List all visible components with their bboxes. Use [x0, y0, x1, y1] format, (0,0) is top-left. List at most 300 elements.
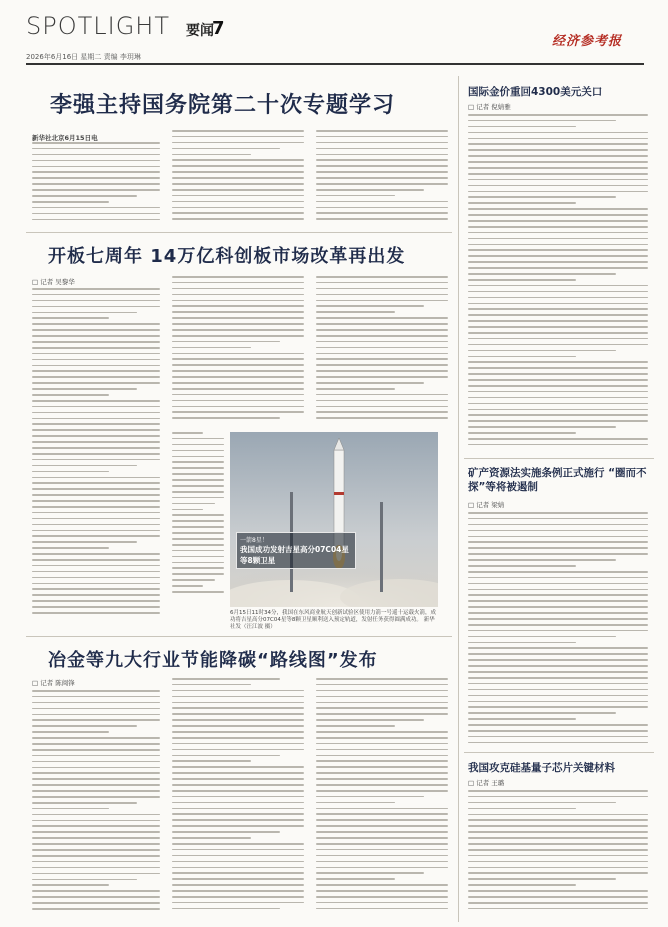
text-line	[172, 878, 304, 880]
text-line	[316, 872, 424, 874]
text-line	[316, 796, 424, 798]
sidebar-divider	[458, 76, 459, 922]
text-line	[316, 323, 448, 325]
main-headline: 李强主持国务院第二十次专题学习	[50, 93, 396, 118]
text-line	[32, 166, 160, 168]
text-line	[172, 417, 280, 419]
text-line	[172, 562, 224, 564]
text-line	[468, 149, 648, 151]
text-line	[32, 494, 160, 496]
text-line	[172, 329, 304, 331]
text-line	[32, 535, 160, 537]
text-line	[468, 701, 648, 703]
text-line	[468, 202, 576, 204]
text-line	[468, 867, 648, 869]
text-line	[316, 165, 448, 167]
text-line	[172, 335, 304, 337]
second-article-col-3	[316, 276, 448, 426]
text-line	[316, 159, 448, 161]
text-line	[32, 213, 160, 215]
text-line	[468, 185, 648, 187]
text-line	[32, 571, 160, 573]
text-line	[316, 831, 448, 833]
text-line	[468, 332, 648, 334]
text-line	[468, 671, 648, 673]
text-line	[316, 696, 448, 698]
text-line	[32, 524, 160, 526]
text-line	[172, 406, 304, 408]
text-line	[172, 388, 304, 390]
main-article-col-1	[32, 142, 160, 228]
third-article-col-1	[32, 690, 160, 918]
text-line	[172, 411, 304, 413]
text-line	[172, 461, 224, 463]
text-line	[172, 282, 304, 284]
text-line	[316, 890, 448, 892]
text-line	[316, 358, 448, 360]
text-line	[172, 394, 304, 396]
text-line	[468, 689, 648, 691]
text-line	[32, 902, 160, 904]
second-article-col-2b	[172, 432, 224, 602]
text-line	[172, 725, 304, 727]
text-line	[32, 814, 160, 816]
text-line	[468, 191, 648, 193]
text-line	[468, 114, 648, 116]
text-line	[172, 177, 304, 179]
text-line	[32, 606, 160, 608]
text-line	[316, 288, 448, 290]
text-line	[468, 426, 616, 428]
text-line	[468, 559, 616, 561]
text-line	[172, 696, 304, 698]
text-line	[32, 329, 160, 331]
text-line	[468, 541, 648, 543]
text-line	[316, 212, 448, 214]
text-line	[316, 394, 448, 396]
text-line	[468, 819, 648, 821]
text-line	[468, 683, 648, 685]
text-line	[316, 896, 448, 898]
text-line	[32, 873, 160, 875]
divider	[26, 636, 452, 637]
text-line	[468, 577, 648, 579]
text-line	[172, 766, 304, 768]
text-line	[468, 742, 648, 744]
photo-caption: 6月15日11时34分，我国在东风商业航天创新试验区使用力箭一号遥十运载火箭，成功将吉星高分07C04星等8颗卫星顺利送入预定轨道，发射任务获得圆满成功。 新华社发（汪江波 摄）	[230, 610, 436, 630]
text-line	[172, 148, 280, 150]
second-article-col-1	[32, 288, 160, 623]
text-line	[468, 261, 648, 263]
text-line	[468, 279, 576, 281]
text-line	[32, 341, 160, 343]
text-line	[468, 161, 648, 163]
text-line	[316, 388, 395, 390]
text-line	[468, 647, 648, 649]
text-line	[32, 820, 160, 822]
sidebar-article-3	[468, 790, 648, 918]
text-line	[316, 878, 395, 880]
text-line	[172, 347, 251, 349]
text-line	[172, 591, 224, 593]
text-line	[468, 624, 648, 626]
text-line	[172, 183, 304, 185]
text-line	[468, 173, 648, 175]
text-line	[172, 713, 304, 715]
text-line	[172, 294, 304, 296]
text-line	[468, 849, 648, 851]
text-line	[32, 743, 160, 745]
text-line	[316, 719, 424, 721]
text-line	[316, 855, 448, 857]
text-line	[316, 813, 448, 815]
text-line	[172, 479, 224, 481]
text-line	[172, 358, 304, 360]
text-line	[468, 636, 616, 638]
text-line	[32, 725, 137, 727]
text-line	[32, 731, 109, 733]
text-line	[468, 583, 648, 585]
text-line	[32, 565, 160, 567]
second-article-col-2	[172, 276, 304, 426]
text-line	[468, 565, 576, 567]
text-line	[32, 400, 160, 402]
brand-title: SPOTLIGHT	[26, 12, 171, 40]
text-line	[468, 308, 648, 310]
text-line	[468, 244, 648, 246]
text-line	[32, 323, 160, 325]
text-line	[468, 553, 648, 555]
text-line	[32, 843, 160, 845]
text-line	[32, 288, 160, 290]
text-line	[468, 902, 648, 904]
text-line	[32, 737, 160, 739]
text-line	[316, 329, 448, 331]
text-line	[316, 189, 424, 191]
text-line	[32, 837, 160, 839]
text-line	[468, 356, 576, 358]
text-line	[172, 189, 304, 191]
text-line	[316, 819, 448, 821]
section-label: 要闻	[186, 23, 214, 39]
text-line	[32, 406, 160, 408]
text-line	[316, 778, 448, 780]
text-line	[468, 291, 648, 293]
text-line	[172, 556, 224, 558]
text-line	[468, 896, 648, 898]
main-byline: 新华社北京6月15日电	[32, 134, 98, 142]
text-line	[468, 589, 648, 591]
text-line	[316, 183, 448, 185]
text-line	[172, 902, 304, 904]
text-line	[32, 148, 160, 150]
text-line	[468, 373, 648, 375]
sidebar-byline-3: □ 记者 王璐	[468, 779, 505, 787]
text-line	[172, 526, 224, 528]
text-line	[32, 547, 109, 549]
text-line	[32, 825, 160, 827]
text-line	[468, 831, 648, 833]
text-line	[316, 411, 448, 413]
text-line	[468, 814, 648, 816]
text-line	[32, 849, 160, 851]
text-line	[172, 825, 304, 827]
text-line	[468, 837, 648, 839]
text-line	[172, 467, 224, 469]
text-line	[172, 861, 304, 863]
text-line	[172, 737, 304, 739]
text-line	[32, 335, 160, 337]
rocket-launch-photo	[230, 432, 438, 607]
text-line	[468, 267, 648, 269]
text-line	[316, 702, 448, 704]
text-line	[316, 364, 448, 366]
text-line	[172, 707, 304, 709]
text-line	[468, 600, 648, 602]
text-line	[172, 784, 304, 786]
text-line	[172, 731, 304, 733]
text-line	[32, 441, 160, 443]
text-line	[468, 285, 648, 287]
text-line	[468, 220, 648, 222]
text-line	[468, 379, 648, 381]
text-line	[172, 702, 304, 704]
text-line	[468, 796, 648, 798]
text-line	[468, 391, 648, 393]
text-line	[468, 444, 648, 446]
text-line	[172, 154, 251, 156]
text-line	[32, 312, 137, 314]
text-line	[32, 306, 160, 308]
text-line	[172, 532, 224, 534]
text-line	[468, 908, 648, 910]
text-line	[468, 524, 648, 526]
text-line	[316, 142, 448, 144]
text-line	[468, 249, 648, 251]
text-line	[316, 177, 448, 179]
sidebar-headline-2: 矿产资源法实施条例正式施行 “圈而不探”等将被遏制	[468, 467, 647, 493]
text-line	[316, 335, 448, 337]
text-line	[32, 802, 137, 804]
text-line	[172, 444, 224, 446]
third-byline: □ 记者 陈闽锋	[32, 679, 75, 687]
text-line	[468, 255, 648, 257]
text-line	[32, 702, 160, 704]
text-line	[32, 583, 160, 585]
text-line	[172, 678, 280, 680]
text-line	[172, 538, 224, 540]
text-line	[32, 714, 160, 716]
text-line	[316, 294, 448, 296]
text-line	[468, 825, 648, 827]
sidebar-byline-1: □ 记者 倪婧雅	[468, 103, 511, 111]
text-line	[32, 708, 160, 710]
text-line	[316, 772, 448, 774]
text-line	[172, 212, 304, 214]
text-line	[316, 678, 448, 680]
text-line	[316, 305, 424, 307]
text-line	[316, 201, 448, 203]
text-line	[172, 450, 224, 452]
text-line	[32, 317, 109, 319]
text-line	[468, 890, 648, 892]
text-line	[316, 731, 448, 733]
text-line	[468, 326, 648, 328]
text-line	[32, 761, 160, 763]
photo-overlay-kicker: 一箭8星！	[240, 537, 268, 544]
text-line	[468, 802, 616, 804]
text-line	[468, 606, 648, 608]
text-line	[468, 403, 648, 405]
text-line	[316, 737, 448, 739]
text-line	[32, 347, 160, 349]
text-line	[468, 630, 648, 632]
text-line	[172, 218, 304, 220]
text-line	[468, 414, 648, 416]
text-line	[172, 831, 280, 833]
text-line	[316, 713, 448, 715]
text-line	[316, 341, 448, 343]
text-line	[468, 238, 648, 240]
text-line	[468, 138, 648, 140]
text-line	[468, 736, 648, 738]
third-headline: 冶金等九大行业节能降碳“路线图”发布	[48, 650, 378, 671]
text-line	[316, 148, 448, 150]
text-line	[32, 559, 160, 561]
text-line	[32, 423, 160, 425]
main-article-col-2	[172, 130, 304, 228]
text-line	[468, 547, 648, 549]
text-line	[32, 412, 160, 414]
text-line	[32, 696, 160, 698]
text-line	[468, 571, 648, 573]
text-line	[172, 867, 304, 869]
text-line	[172, 300, 304, 302]
text-line	[468, 855, 648, 857]
text-line	[32, 488, 160, 490]
text-line	[468, 314, 648, 316]
text-line	[32, 861, 160, 863]
text-line	[172, 491, 224, 493]
text-line	[32, 219, 160, 221]
text-line	[32, 719, 160, 721]
text-line	[172, 790, 304, 792]
text-line	[32, 177, 160, 179]
text-line	[468, 594, 648, 596]
text-line	[468, 120, 616, 122]
text-line	[172, 400, 304, 402]
text-line	[172, 760, 251, 762]
text-line	[32, 183, 160, 185]
text-line	[468, 808, 576, 810]
text-line	[32, 459, 160, 461]
text-line	[468, 695, 648, 697]
text-line	[172, 749, 304, 751]
text-line	[32, 867, 160, 869]
text-line	[172, 485, 224, 487]
text-line	[316, 908, 448, 910]
page-number: 7	[212, 18, 225, 39]
text-line	[316, 154, 448, 156]
text-line	[316, 766, 448, 768]
text-line	[468, 677, 648, 679]
text-line	[468, 232, 648, 234]
text-line	[468, 179, 648, 181]
text-line	[32, 577, 160, 579]
text-line	[172, 772, 304, 774]
text-line	[468, 872, 648, 874]
text-line	[468, 361, 648, 363]
text-line	[316, 406, 448, 408]
text-line	[468, 724, 648, 726]
masthead	[0, 0, 668, 64]
text-line	[468, 536, 648, 538]
text-line	[172, 201, 304, 203]
text-line	[172, 520, 224, 522]
text-line	[468, 344, 648, 346]
text-line	[172, 207, 304, 209]
sidebar-byline-2: □ 记者 梁婧	[468, 501, 505, 509]
text-line	[468, 208, 648, 210]
text-line	[172, 890, 304, 892]
text-line	[316, 376, 448, 378]
text-line	[172, 317, 304, 319]
text-line	[32, 394, 109, 396]
text-line	[172, 743, 304, 745]
text-line	[468, 530, 648, 532]
text-line	[468, 155, 648, 157]
text-line	[32, 418, 160, 420]
text-line	[32, 359, 160, 361]
sidebar-article-1	[468, 114, 648, 454]
text-line	[32, 796, 160, 798]
text-line	[316, 311, 395, 313]
second-headline: 开板七周年 14万亿科创板市场改革再出发	[48, 246, 406, 267]
text-line	[468, 303, 648, 305]
text-line	[172, 370, 304, 372]
text-line	[172, 438, 224, 440]
text-line	[172, 819, 304, 821]
text-line	[32, 690, 160, 692]
text-line	[468, 712, 616, 714]
text-line	[468, 385, 648, 387]
text-line	[172, 171, 304, 173]
divider	[464, 752, 654, 753]
text-line	[172, 353, 304, 355]
divider	[26, 232, 452, 233]
text-line	[468, 126, 576, 128]
text-line	[316, 843, 448, 845]
text-line	[32, 612, 160, 614]
text-line	[32, 471, 109, 473]
text-line	[316, 749, 448, 751]
text-line	[172, 896, 304, 898]
text-line	[32, 500, 160, 502]
text-line	[316, 382, 424, 384]
text-line	[316, 784, 448, 786]
text-line	[32, 908, 160, 910]
second-byline: □ 记者 吴黎华	[32, 278, 75, 286]
text-line	[316, 370, 448, 372]
text-line	[468, 367, 648, 369]
text-line	[316, 218, 448, 220]
text-line	[468, 665, 648, 667]
text-line	[32, 879, 137, 881]
text-line	[172, 341, 280, 343]
text-line	[316, 867, 448, 869]
text-line	[172, 573, 224, 575]
text-line	[32, 142, 160, 144]
